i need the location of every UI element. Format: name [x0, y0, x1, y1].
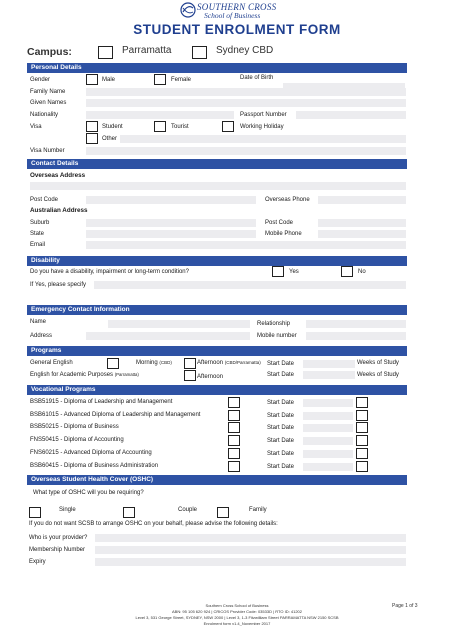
state-label: State: [30, 231, 45, 237]
section-personal-details: Personal Details: [27, 63, 407, 73]
course-5-start-label: Start Date: [267, 451, 295, 457]
section-emergency-contact: Emergency Contact Information: [27, 305, 407, 315]
course-4-start-label: Start Date: [267, 438, 295, 444]
oshc-question: What type of OSHC will you be requiring?: [33, 490, 144, 496]
section-vocational: Vocational Programs: [27, 385, 407, 395]
course-4-start-field[interactable]: [303, 437, 353, 445]
emergency-address-field[interactable]: [86, 332, 250, 340]
ge-start-date-field[interactable]: [303, 360, 355, 368]
course-6-label: BSB60415 - Diploma of Business Administration: [30, 463, 159, 469]
course-3-label: BSB50215 - Diploma of Business: [30, 424, 119, 430]
ge-start-date-label: Start Date: [267, 361, 295, 367]
post-code-label: Post Code: [30, 197, 59, 203]
morning-text: Morning: [136, 360, 158, 366]
visa-label: Visa: [30, 124, 42, 130]
provider-field[interactable]: [95, 534, 406, 542]
course-2-label: BSB61015 - Advanced Diploma of Leadership and Management: [30, 412, 201, 418]
oshc-single-checkbox[interactable]: [29, 507, 41, 518]
morning-label: [136, 359, 172, 367]
eap-weeks-label: Weeks of Study: [357, 372, 399, 378]
emergency-name-label: Name: [30, 319, 47, 325]
campus-sydney-label: Sydney CBD: [216, 45, 274, 56]
course-4-checkbox[interactable]: [228, 435, 240, 446]
course-4-confirm-checkbox[interactable]: [356, 435, 368, 446]
provider-label: Who is your provider?: [29, 535, 88, 541]
section-contact-details: Contact Details: [27, 159, 407, 169]
disability-yes-checkbox[interactable]: [272, 266, 284, 277]
membership-field[interactable]: [95, 546, 406, 554]
visa-other-label: Other: [102, 136, 118, 142]
disability-no-label: No: [358, 269, 366, 275]
email-label: Email: [30, 242, 46, 248]
globe-logo-icon: [180, 2, 196, 18]
eap-label: [30, 371, 139, 379]
passport-field[interactable]: [296, 111, 406, 119]
disability-question: Do you have a disability, impairment or long-term condition?: [30, 269, 189, 275]
visa-other-checkbox[interactable]: [86, 133, 98, 144]
campus-label: Campus:: [27, 46, 72, 58]
course-6-start-field[interactable]: [303, 463, 353, 471]
given-names-label: Given Names: [30, 100, 67, 106]
post-code2-label: Post Code: [265, 220, 294, 226]
overseas-phone-field[interactable]: [318, 196, 406, 204]
family-name-label: Family Name: [30, 89, 66, 95]
oshc-advise-text: If you do not want SCSB to arrange OSHC on your behalf, please advise the following details:: [29, 521, 278, 527]
course-1-checkbox[interactable]: [228, 397, 240, 408]
australian-address-label: Australian Address: [30, 207, 88, 214]
eap-note: (Parramatta): [114, 372, 139, 377]
page-title: STUDENT ENROLMENT FORM: [133, 22, 341, 37]
footer-line1: Southern Cross School of Business: [205, 603, 269, 608]
course-3-start-label: Start Date: [267, 425, 295, 431]
course-2-start-field[interactable]: [303, 412, 353, 420]
visa-tourist-label: Tourist: [171, 124, 189, 130]
eap-afternoon-label: Afternoon: [197, 374, 224, 380]
course-5-confirm-checkbox[interactable]: [356, 448, 368, 459]
disability-no-checkbox[interactable]: [341, 266, 353, 277]
visa-number-label: Visa Number: [30, 148, 65, 154]
oshc-single-label: Single: [59, 507, 76, 513]
expiry-field[interactable]: [95, 558, 406, 566]
course-5-label: FNS60215 - Advanced Diploma of Accounting: [30, 450, 152, 456]
section-oshc: Overseas Student Health Cover (OSHC): [27, 475, 407, 485]
oshc-couple-label: Couple: [178, 507, 198, 513]
course-3-start-field[interactable]: [303, 424, 353, 432]
suburb-field[interactable]: [86, 219, 256, 227]
suburb-label: Suburb: [30, 220, 50, 226]
eap-start-date-field[interactable]: [303, 371, 355, 379]
visa-student-label: Student: [102, 124, 123, 130]
general-english-label: General English: [30, 360, 73, 366]
footer-line2: ABN: 95 105 620 924 | CRICOS Provider Code: 03533D | RTO ID: 41202: [171, 609, 302, 614]
emergency-address-label: Address: [30, 333, 53, 339]
disability-specify-field[interactable]: [94, 281, 406, 289]
school-logo: [180, 2, 290, 20]
mobile-phone-field[interactable]: [318, 230, 406, 238]
disability-specify-label: If Yes, please specify: [30, 282, 87, 288]
course-3-confirm-checkbox[interactable]: [356, 422, 368, 433]
morning-checkbox[interactable]: [184, 358, 196, 369]
course-1-label: BSB51915 - Diploma of Leadership and Management: [30, 399, 173, 405]
oshc-family-label: Family: [249, 507, 267, 513]
state-field[interactable]: [86, 230, 256, 238]
course-3-checkbox[interactable]: [228, 422, 240, 433]
eap-text: English for Academic Purposes: [30, 372, 114, 378]
course-6-start-label: Start Date: [267, 464, 295, 470]
oshc-family-checkbox[interactable]: [217, 507, 229, 518]
afternoon-text: Afternoon: [197, 360, 224, 366]
course-4-label: FNS50415 - Diploma of Accounting: [30, 437, 124, 443]
oshc-couple-checkbox[interactable]: [123, 507, 135, 518]
male-label: Male: [102, 77, 116, 83]
female-label: Female: [171, 77, 192, 83]
logo-line2: School of Business: [204, 11, 261, 20]
eap-afternoon-checkbox[interactable]: [184, 370, 196, 381]
overseas-address-field[interactable]: [30, 182, 406, 190]
passport-label: Passport Number: [240, 112, 287, 118]
nationality-label: Nationality: [30, 112, 59, 118]
family-name-field[interactable]: [86, 88, 406, 96]
gender-label: Gender: [30, 77, 51, 83]
relationship-field[interactable]: [306, 320, 406, 328]
email-field[interactable]: [86, 241, 406, 249]
general-english-checkbox[interactable]: [107, 358, 119, 369]
visa-student-checkbox[interactable]: [86, 121, 98, 132]
campus-sydney-checkbox[interactable]: [192, 46, 207, 59]
expiry-label: Expiry: [29, 559, 46, 565]
course-2-confirm-checkbox[interactable]: [356, 410, 368, 421]
course-2-start-label: Start Date: [267, 413, 295, 419]
male-checkbox[interactable]: [86, 74, 98, 85]
given-names-field[interactable]: [86, 99, 406, 107]
course-1-start-field[interactable]: [303, 399, 353, 407]
course-1-start-label: Start Date: [267, 400, 295, 406]
relationship-label: Relationship: [257, 321, 291, 327]
visa-working-holiday-checkbox[interactable]: [222, 121, 234, 132]
afternoon-label: [197, 359, 261, 367]
course-1-confirm-checkbox[interactable]: [356, 397, 368, 408]
visa-other-field[interactable]: [120, 135, 406, 143]
course-5-start-field[interactable]: [303, 450, 353, 458]
emergency-mobile-field[interactable]: [306, 332, 406, 340]
visa-number-field[interactable]: [86, 147, 406, 155]
post-code-field[interactable]: [86, 196, 256, 204]
ge-weeks-label: Weeks of Study: [357, 360, 399, 366]
visa-tourist-checkbox[interactable]: [154, 121, 166, 132]
footer-line4: Enrolment form v1.4_November 2017: [203, 621, 271, 626]
logo-line1: SOUTHERN CROSS: [197, 2, 277, 12]
emergency-mobile-label: Mobile number: [257, 333, 297, 339]
page-number: Page 1 of 3: [392, 603, 418, 609]
afternoon-note: (CBD/Parramatta): [224, 360, 261, 365]
emergency-name-field[interactable]: [108, 320, 250, 328]
section-programs: Programs: [27, 346, 407, 356]
nationality-field[interactable]: [86, 111, 234, 119]
footer-line3: Level 3, 531 George Street, SYDNEY, NSW 2000 | Level 3, 1-3 Fitzwilliam Street PARRAMATTA NSW 2150 SCSB: [135, 615, 339, 620]
mobile-phone-label: Mobile Phone: [265, 231, 302, 237]
disability-yes-label: Yes: [289, 269, 299, 275]
course-5-checkbox[interactable]: [228, 448, 240, 459]
course-6-checkbox[interactable]: [228, 461, 240, 472]
campus-parramatta-label: Parramatta: [122, 45, 172, 56]
section-disability: Disability: [27, 256, 407, 266]
eap-start-date-label: Start Date: [267, 372, 295, 378]
overseas-address-label: Overseas Address: [30, 172, 86, 179]
morning-note: (CBD): [159, 360, 172, 365]
course-6-confirm-checkbox[interactable]: [356, 461, 368, 472]
membership-label: Membership Number: [29, 547, 86, 553]
post-code2-field[interactable]: [318, 219, 406, 227]
overseas-phone-label: Overseas Phone: [265, 197, 310, 203]
dob-label: Date of Birth: [240, 75, 274, 81]
course-2-checkbox[interactable]: [228, 410, 240, 421]
campus-parramatta-checkbox[interactable]: [98, 46, 113, 59]
visa-working-holiday-label: Working Holiday: [240, 124, 284, 130]
female-checkbox[interactable]: [154, 74, 166, 85]
